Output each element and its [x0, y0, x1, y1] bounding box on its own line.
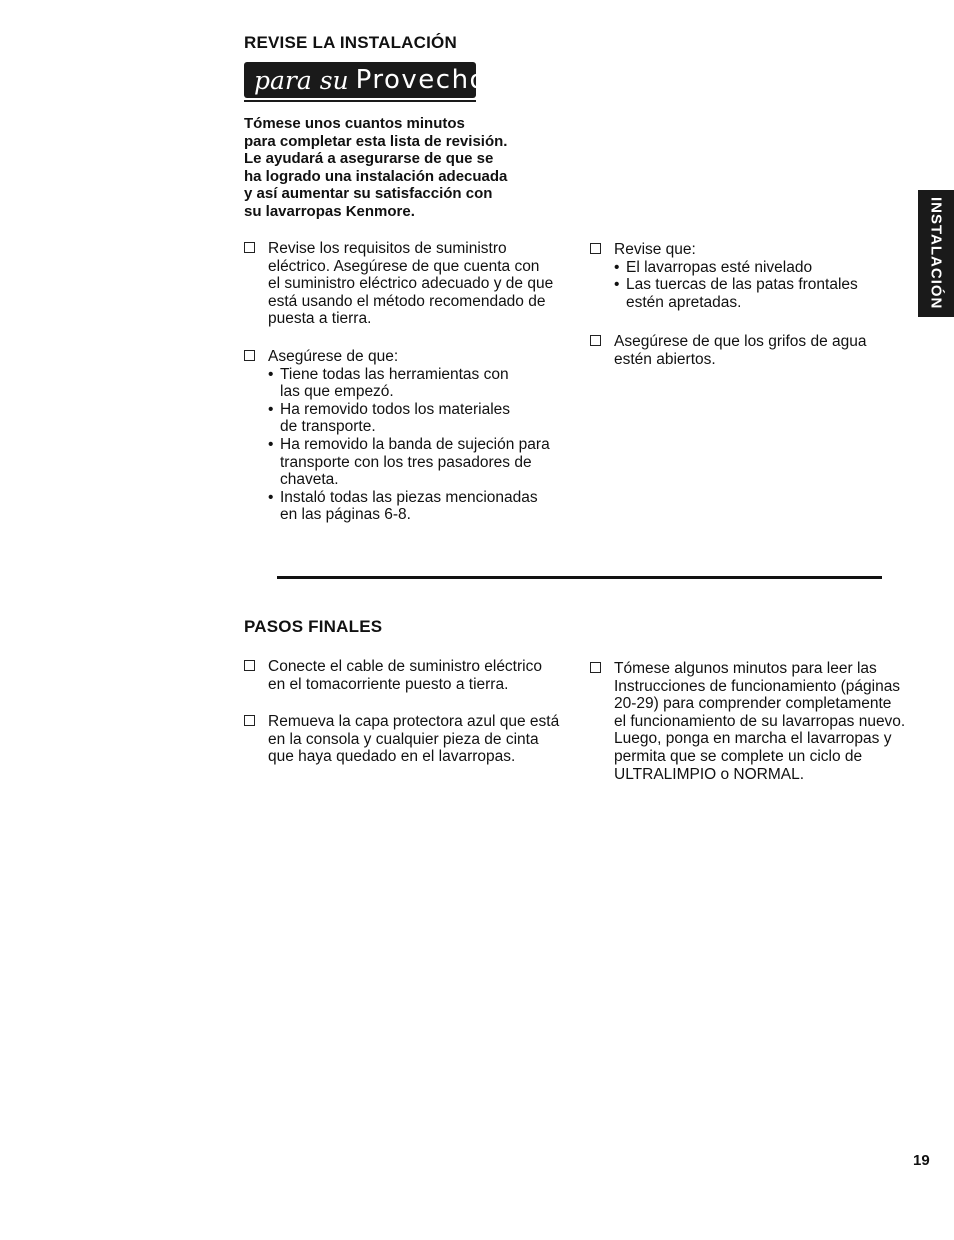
checklist-item-ensure — [244, 348, 584, 524]
side-tab-label: INSTALACIÓN — [927, 197, 945, 310]
section-divider — [277, 576, 882, 579]
instalacion-side-tab — [918, 190, 954, 317]
intro-line: Tómese unos cuantos minutos — [244, 115, 465, 132]
bullet-line: Instaló todas las piezas mencionadas — [280, 488, 538, 506]
banner-script-text: para su — [254, 65, 349, 95]
checkbox[interactable] — [590, 662, 601, 673]
bullet-icon: • — [614, 258, 620, 276]
intro-paragraph — [244, 115, 564, 221]
bullet-line: en las páginas 6-8. — [280, 506, 411, 524]
intro-line: su lavarropas Kenmore. — [244, 202, 415, 220]
item-line: Asegúrese de que los grifos de agua — [614, 333, 867, 350]
checkbox[interactable] — [244, 660, 255, 671]
item-line: Tómese algunos minutos para leer las — [614, 660, 877, 677]
bullet-icon: • — [614, 276, 620, 294]
bullet-line: Ha removido todos los materiales — [280, 400, 511, 418]
bullet-item — [268, 366, 584, 401]
bullet-line: El lavarropas esté nivelado — [626, 258, 813, 276]
item-line: en la consola y cualquier pieza de cinta — [268, 730, 539, 748]
bullet-icon: • — [268, 400, 274, 418]
item-line: puesta a tierra. — [268, 310, 372, 328]
bullet-line: Tiene todas las herramientas con — [280, 365, 509, 383]
item-line: está usando el método recomendado de — [268, 292, 546, 310]
bullet-item — [268, 401, 584, 436]
bullet-line: Las tuercas de las patas frontales — [626, 276, 858, 294]
bullet-icon: • — [268, 365, 274, 383]
item-line: estén abiertos. — [614, 350, 716, 368]
bullet-icon: • — [268, 435, 274, 453]
item-line: ULTRALIMPIO o NORMAL. — [614, 765, 805, 783]
item-line: Instrucciones de funcionamiento (páginas — [614, 677, 901, 695]
bullet-line: chaveta. — [280, 471, 339, 489]
bullet-line: las que empezó. — [280, 383, 394, 401]
item-line: que haya quedado en el lavarropas. — [268, 748, 516, 766]
checkbox[interactable] — [244, 715, 255, 726]
item-line: permita que se complete un ciclo de — [614, 747, 863, 765]
checkbox[interactable] — [590, 335, 601, 346]
item-line: en el tomacorriente puesto a tierra. — [268, 675, 509, 693]
item-line: Conecte el cable de suministro eléctrico — [268, 658, 542, 675]
checklist-item-check — [590, 241, 890, 311]
checklist-item-electrical — [244, 240, 584, 328]
item-label: Asegúrese de que: — [268, 348, 399, 365]
final-item-read — [590, 660, 930, 783]
item-line: el funcionamiento de su lavarropas nuevo. — [614, 712, 906, 730]
item-label: Revise que: — [614, 241, 696, 258]
bullet-item — [268, 436, 584, 489]
intro-line: y así aumentar su satisfacción con — [244, 185, 493, 203]
checkbox[interactable] — [244, 350, 255, 361]
checklist-item-faucets — [590, 333, 890, 368]
intro-line: para completar esta lista de revisión. — [244, 132, 508, 150]
bullet-icon: • — [268, 488, 274, 506]
bullet-line: estén apretadas. — [626, 293, 742, 311]
intro-line: ha logrado una instalación adecuada — [244, 167, 508, 185]
item-line: eléctrico. Asegúrese de que cuenta con — [268, 257, 540, 275]
banner-underline — [244, 100, 476, 102]
section-heading-final: PASOS FINALES — [244, 617, 383, 636]
final-item-connect — [244, 658, 584, 693]
item-line: Luego, ponga en marcha el lavarropas y — [614, 730, 892, 748]
intro-line: Le ayudará a asegurarse de que se — [244, 150, 494, 168]
checkbox[interactable] — [244, 242, 255, 253]
bullet-item — [614, 276, 890, 311]
bullet-item — [268, 489, 584, 524]
section-heading-revise: REVISE LA INSTALACIÓN — [244, 33, 457, 52]
bullet-line: de transporte. — [280, 418, 376, 436]
bullet-line: transporte con los tres pasadores de — [280, 453, 532, 471]
bullet-item — [614, 259, 890, 277]
item-line: 20-29) para comprender completamente — [614, 695, 892, 713]
item-line: Revise los requisitos de suministro — [268, 240, 507, 257]
final-item-remove — [244, 713, 584, 766]
para-su-provecho-banner — [244, 62, 487, 98]
item-line: Remueva la capa protectora azul que está — [268, 713, 560, 730]
page-number: 19 — [913, 1152, 930, 1169]
checkbox[interactable] — [590, 243, 601, 254]
bullet-line: Ha removido la banda de sujeción para — [280, 435, 550, 453]
banner-word-text: Provecho — [355, 65, 487, 95]
item-line: el suministro eléctrico adecuado y de que — [268, 275, 554, 293]
